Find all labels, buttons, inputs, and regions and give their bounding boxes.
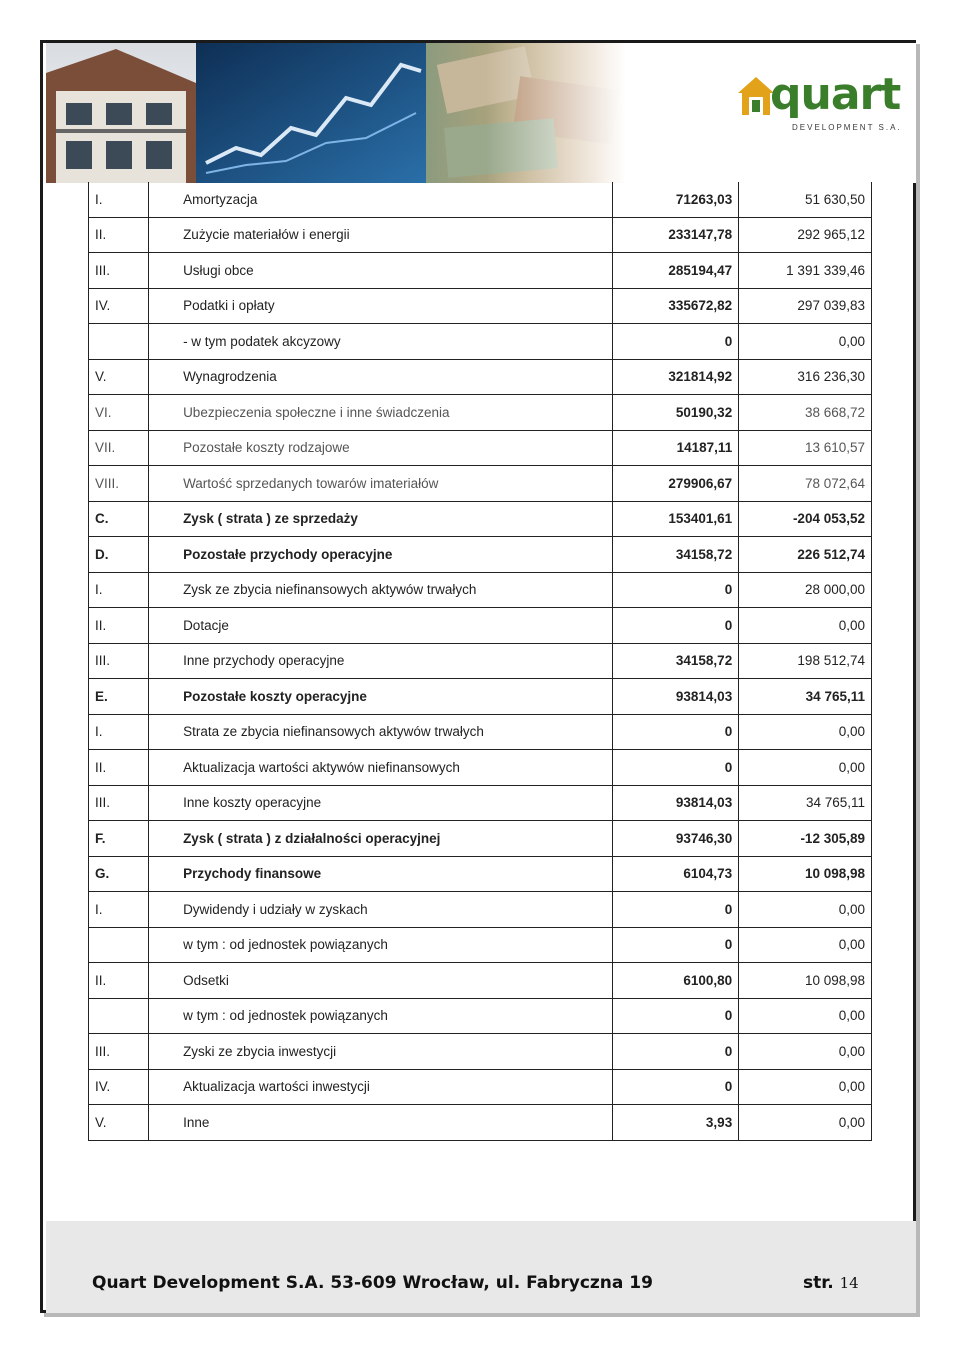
row-number: E. [89,679,149,715]
table-row [89,466,872,502]
row-number: III. [89,1034,149,1070]
table-row [89,998,872,1034]
row-value-current: 0 [612,1069,739,1105]
row-value-current: 0 [612,927,739,963]
row-value-previous: 316 236,30 [739,359,872,395]
row-value-previous: -204 053,52 [739,501,872,537]
row-number: V. [89,1105,149,1141]
row-number [89,324,149,360]
row-value-previous: 34 765,11 [739,679,872,715]
footer-address: Quart Development S.A. 53-609 Wrocław, ul. Fabryczna 19 [92,1273,653,1293]
row-label: Pozostałe koszty rodzajowe [149,430,613,466]
row-label: Zysk ze zbycia niefinansowych aktywów trwałych [149,572,613,608]
row-value-previous: 292 965,12 [739,217,872,253]
table-row [89,572,872,608]
row-value-current: 279906,67 [612,466,739,502]
row-number: I. [89,714,149,750]
row-value-current: 335672,82 [612,288,739,324]
row-number: F. [89,821,149,857]
row-value-current: 0 [612,998,739,1034]
row-label: Aktualizacja wartości aktywów niefinansowych [149,750,613,786]
row-value-current: 0 [612,1034,739,1070]
table-row [89,395,872,431]
row-label: w tym : od jednostek powiązanych [149,998,613,1034]
row-number: I. [89,892,149,928]
row-number: V. [89,359,149,395]
row-value-previous: 13 610,57 [739,430,872,466]
row-number: VIII. [89,466,149,502]
row-label: Ubezpieczenia społeczne i inne świadczenia [149,395,613,431]
row-value-current: 6104,73 [612,856,739,892]
table-row [89,1069,872,1105]
row-value-current: 14187,11 [612,430,739,466]
row-label: Podatki i opłaty [149,288,613,324]
table-row [89,643,872,679]
row-value-previous: 0,00 [739,1034,872,1070]
row-number: VII. [89,430,149,466]
row-value-previous: 1 391 339,46 [739,253,872,289]
row-label: Pozostałe koszty operacyjne [149,679,613,715]
table-row [89,821,872,857]
table-row [89,608,872,644]
row-value-current: 0 [612,608,739,644]
row-value-previous: 0,00 [739,998,872,1034]
row-label: Strata ze zbycia niefinansowych aktywów trwałych [149,714,613,750]
table-row [89,501,872,537]
table-row [89,750,872,786]
table-row [89,963,872,999]
table-row [89,537,872,573]
row-label: Dotacje [149,608,613,644]
row-label: Wynagrodzenia [149,359,613,395]
row-value-previous: 226 512,74 [739,537,872,573]
row-value-current: 0 [612,324,739,360]
page-number: 14 [839,1274,859,1292]
row-label: Inne [149,1105,613,1141]
header-banner-image [46,43,626,183]
logo-text: quart [770,69,901,120]
row-number: I. [89,182,149,217]
row-value-previous: 10 098,98 [739,856,872,892]
row-value-previous: 0,00 [739,608,872,644]
row-number: III. [89,785,149,821]
financial-statement-table [88,182,872,1141]
row-label: Pozostałe przychody operacyjne [149,537,613,573]
row-number [89,998,149,1034]
table-row [89,1105,872,1141]
row-value-current: 233147,78 [612,217,739,253]
row-number: III. [89,253,149,289]
table-row [89,253,872,289]
row-number: I. [89,572,149,608]
row-label: Zużycie materiałów i energii [149,217,613,253]
row-label: Zysk ( strata ) ze sprzedaży [149,501,613,537]
row-label: Usługi obce [149,253,613,289]
row-label: Wartość sprzedanych towarów imateriałów [149,466,613,502]
row-label: Zyski ze zbycia inwestycji [149,1034,613,1070]
row-value-current: 321814,92 [612,359,739,395]
row-value-current: 3,93 [612,1105,739,1141]
row-label: Inne koszty operacyjne [149,785,613,821]
row-number: II. [89,217,149,253]
row-value-previous: -12 305,89 [739,821,872,857]
row-value-current: 0 [612,892,739,928]
row-number: II. [89,750,149,786]
row-value-current: 0 [612,572,739,608]
row-value-current: 0 [612,714,739,750]
table-row [89,1034,872,1070]
row-value-previous: 78 072,64 [739,466,872,502]
row-value-previous: 198 512,74 [739,643,872,679]
table-row [89,217,872,253]
row-value-current: 93814,03 [612,679,739,715]
page-number-label [803,1273,859,1293]
row-number: G. [89,856,149,892]
row-number: III. [89,643,149,679]
table-row [89,714,872,750]
row-value-previous: 0,00 [739,750,872,786]
row-number: IV. [89,288,149,324]
row-value-previous: 10 098,98 [739,963,872,999]
row-value-current: 93814,03 [612,785,739,821]
table-row [89,892,872,928]
row-number: VI. [89,395,149,431]
row-number: IV. [89,1069,149,1105]
row-value-previous: 34 765,11 [739,785,872,821]
logo-subtext: DEVELOPMENT S.A. [792,123,902,132]
row-label: Odsetki [149,963,613,999]
row-value-current: 50190,32 [612,395,739,431]
table-row [89,359,872,395]
table-row [89,288,872,324]
table-row [89,785,872,821]
row-label: w tym : od jednostek powiązanych [149,927,613,963]
row-value-previous: 297 039,83 [739,288,872,324]
row-number: D. [89,537,149,573]
row-value-previous: 0,00 [739,714,872,750]
row-number [89,927,149,963]
row-label: Amortyzacja [149,182,613,217]
row-value-previous: 0,00 [739,1105,872,1141]
row-value-previous: 0,00 [739,1069,872,1105]
page-header [46,43,916,183]
page-footer [46,1221,916,1313]
row-value-current: 153401,61 [612,501,739,537]
row-number: II. [89,608,149,644]
table-row [89,927,872,963]
row-value-current: 71263,03 [612,182,739,217]
row-number: II. [89,963,149,999]
page-frame [40,40,916,1313]
row-label: - w tym podatek akcyzowy [149,324,613,360]
table-row [89,324,872,360]
row-value-previous: 51 630,50 [739,182,872,217]
row-label: Przychody finansowe [149,856,613,892]
row-value-current: 93746,30 [612,821,739,857]
row-value-previous: 0,00 [739,927,872,963]
row-value-previous: 0,00 [739,892,872,928]
page-label-text: str. [803,1273,834,1293]
row-value-previous: 0,00 [739,324,872,360]
row-label: Aktualizacja wartości inwestycji [149,1069,613,1105]
row-label: Dywidendy i udziały w zyskach [149,892,613,928]
row-label: Zysk ( strata ) z działalności operacyjnej [149,821,613,857]
row-value-current: 34158,72 [612,643,739,679]
row-value-current: 285194,47 [612,253,739,289]
row-value-current: 0 [612,750,739,786]
row-number: C. [89,501,149,537]
table-row [89,679,872,715]
table-row [89,430,872,466]
row-value-previous: 38 668,72 [739,395,872,431]
table-row [89,182,872,217]
row-value-current: 6100,80 [612,963,739,999]
table-row [89,856,872,892]
row-label: Inne przychody operacyjne [149,643,613,679]
row-value-previous: 28 000,00 [739,572,872,608]
company-logo [736,69,906,163]
row-value-current: 34158,72 [612,537,739,573]
